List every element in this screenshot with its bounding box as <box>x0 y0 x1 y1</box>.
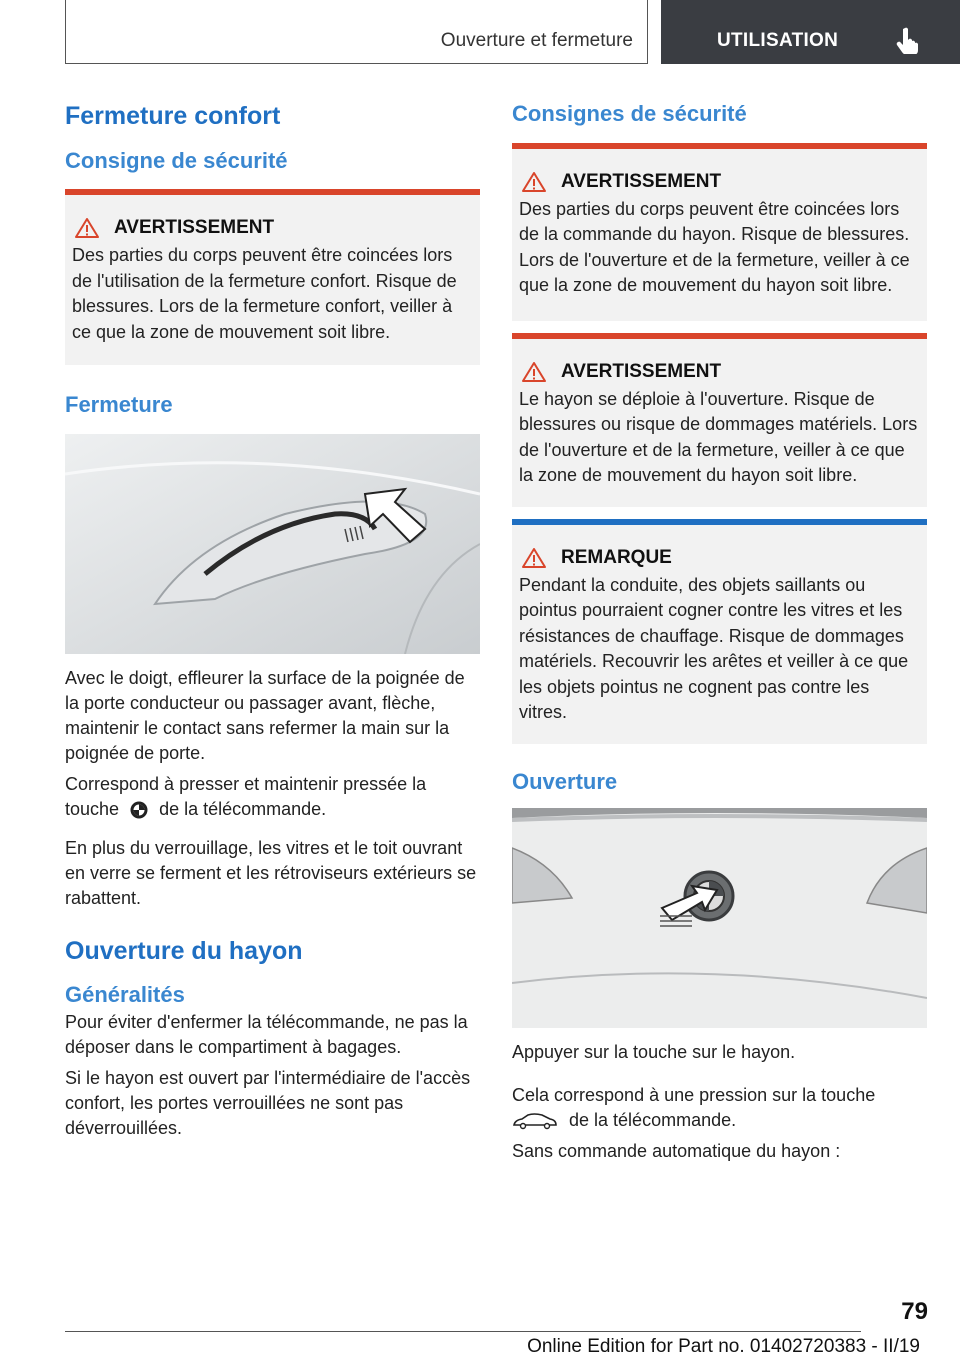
note-text: Pendant la conduite, des objets saillants ou pointus pourraient cogner contre les vitres et les résistances de chauffage. Risque de dommages matériels. Recouvrir les arêtes et veiller à ce que les objets pointus ne cognent pas contre les vitres. <box>519 574 909 723</box>
warning-text: Des parties du corps peuvent être coincées lors de la commande du hayon. Risque de blessures. Lors de l'ouverture et de la fermeture, veiller à ce que la zone de mouvement du hayon soit libre. <box>519 198 910 296</box>
tailgate-button-illustration <box>512 808 927 1028</box>
paragraph-comfort-access: Si le hayon est ouvert par l'intermédiaire de l'accès confort, les portes verrouillées ne sont pas déverrouillées. <box>65 1067 471 1138</box>
paragraph-remote-tailgate-post: de la télécommande. <box>569 1110 737 1131</box>
warning-title <box>519 361 919 383</box>
warning-triangle-icon <box>521 547 547 569</box>
paragraph-touch-handle: Avec le doigt, effleurer la surface de la poignée de la porte conducteur ou passager avant, flèche, maintenir le contact sans refermer la main sur la poignée de porte. <box>65 667 465 763</box>
warning-title-text: AVERTISSEMENT <box>114 217 275 239</box>
warning-title-text: AVERTISSEMENT <box>561 170 722 192</box>
paragraph-no-automatic: Sans commande automatique du hayon : <box>512 1141 841 1162</box>
warning-title <box>519 171 919 193</box>
heading-tailgate-opening: Ouverture du hayon <box>65 936 303 965</box>
chapter-tab-label: UTILISATION <box>717 30 839 51</box>
car-tailgate-icon <box>512 1112 558 1130</box>
paragraph-windows-close: En plus du verrouillage, les vitres et le toit ouvrant en verre se ferment et les rétroviseurs extérieurs se rabattent. <box>65 837 477 908</box>
warning-box-tailgate-deploy <box>512 333 927 507</box>
paragraph-press-button: Appuyer sur la touche sur le hayon. <box>512 1042 796 1063</box>
note-title-text: REMARQUE <box>561 546 672 568</box>
footer-divider <box>65 1331 861 1332</box>
paragraph-avoid-locking: Pour éviter d'enfermer la télécommande, ne pas la déposer dans le compartiment à bagages. <box>65 1011 468 1057</box>
heading-closing: Fermeture <box>65 392 173 418</box>
header-section-title: Ouverture et fermeture <box>440 30 633 51</box>
warning-box-tailgate-pinch <box>512 143 927 321</box>
warning-title-text: AVERTISSEMENT <box>561 360 722 382</box>
heading-opening: Ouverture <box>512 768 618 794</box>
heading-comfort-closing: Fermeture confort <box>65 102 281 130</box>
warning-title <box>72 217 472 239</box>
chapter-tab[interactable] <box>661 0 960 64</box>
warning-triangle-icon <box>521 171 547 193</box>
warning-text: Le hayon se déploie à l'ouverture. Risque de blessures ou risque de dommages matériels. Lors de l'ouverture et de la fermeture, veiller à ce que la zone de mouvement du hayon soit libre. <box>519 388 918 486</box>
paragraph-remote-key <box>65 772 480 822</box>
warning-text: Des parties du corps peuvent être coincées lors de l'utilisation de la fermeture confort. Risque de blessures. Lors de la fermeture confort, veiller à ce que la zone de mouvement soit libre. <box>72 245 457 342</box>
page-number: 79 <box>901 1298 928 1325</box>
note-box-sharp-objects <box>512 519 927 744</box>
left-column <box>65 100 480 1141</box>
paragraph-remote-key-pre: Correspond à presser et maintenir pressée la touche <box>65 773 427 819</box>
door-handle-image <box>65 434 480 654</box>
tailgate-button-image <box>512 808 927 1028</box>
bmw-logo-icon <box>130 801 148 819</box>
right-column <box>512 100 927 1164</box>
warning-triangle-icon <box>74 217 100 239</box>
hand-pointer-icon <box>896 26 922 54</box>
heading-general: Généralités <box>65 982 185 1008</box>
door-handle-illustration <box>65 434 480 654</box>
paragraph-remote-tailgate <box>512 1083 927 1133</box>
paragraph-remote-key-post: de la télécommande. <box>159 798 327 819</box>
warning-triangle-icon <box>521 361 547 383</box>
paragraph-remote-tailgate-pre: Cela correspond à une pression sur la touche <box>512 1085 876 1106</box>
header-section-box <box>65 0 648 64</box>
warning-box-comfort <box>65 189 480 365</box>
heading-safety-note: Consigne de sécurité <box>65 147 288 173</box>
edition-info: Online Edition for Part no. 01402720383 - II/19 <box>527 1336 920 1357</box>
heading-safety-notes: Consignes de sécurité <box>512 101 747 126</box>
note-title <box>519 547 919 569</box>
